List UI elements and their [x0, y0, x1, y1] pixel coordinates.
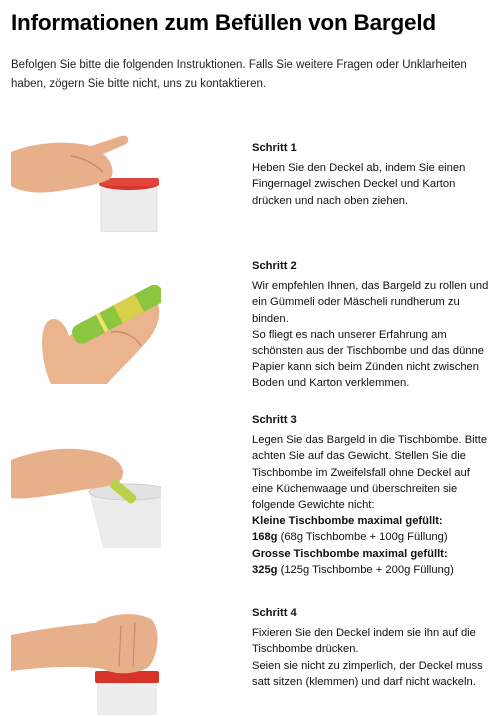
weight-value: 325g — [252, 563, 278, 576]
step-title: Schritt 1 — [252, 142, 297, 154]
step-title: Schritt 4 — [252, 607, 297, 619]
step-paragraph: Heben Sie den Deckel ab, indem Sie einen Fingernagel zwischen Deckel und Karton drücken und nach oben ziehen. — [252, 162, 466, 207]
step-paragraph: Legen Sie das Bargeld in die Tischbombe. Bitte achten Sie auf das Gewicht. Stellen Sie die Tischbombe im Zweifelsfall ohne Deckel auf eine Küchenwaage und überschreiten sie folgende Gewichte nicht: — [252, 434, 488, 512]
hand-inserting-roll-icon — [11, 430, 161, 550]
step-title: Schritt 2 — [252, 260, 297, 272]
weight-detail: (68g Tischbombe + 100g Füllung) — [280, 531, 448, 544]
weight-value: 168g — [252, 531, 278, 544]
step-paragraph: Wir empfehlen Ihnen, das Bargeld zu rollen und ein Gümmeli oder Mäscheli rundherum zu binden. — [252, 280, 489, 325]
step-paragraph: So fliegt es nach unserer Erfahrung am schönsten aus der Tischbombe und das dünne Papier kann sich beim Zünden nicht zwischen Boden und Karton verklemmen. — [252, 328, 484, 390]
weight-heading: Grosse Tischbombe maximal gefüllt: — [252, 547, 448, 560]
step-2 — [252, 258, 494, 392]
weight-detail: (125g Tischbombe + 200g Füllung) — [280, 563, 454, 576]
page-title: Informationen zum Befüllen von Bargeld — [11, 10, 436, 35]
step-1 — [252, 140, 494, 209]
step-4 — [252, 605, 494, 690]
intro-text: Befolgen Sie bitte die folgenden Instruktionen. Falls Sie weitere Fragen oder Unklarheiten haben, zögern Sie bitte nicht, uns zu kontaktieren. — [11, 59, 467, 90]
fist-pressing-lid-icon — [11, 595, 161, 715]
step-paragraph: Fixieren Sie den Deckel indem sie ihn auf die Tischbombe drücken. — [252, 627, 476, 656]
weight-small — [252, 513, 494, 545]
weight-heading: Kleine Tischbombe maximal gefüllt: — [252, 515, 443, 528]
hand-holding-rolled-banknote-icon — [11, 252, 161, 384]
weight-large — [252, 546, 494, 578]
step-paragraph: Seien sie nicht zu zimperlich, der Deckel muss satt sitzen (klemmen) und darf nicht wackeln. — [252, 659, 483, 688]
hand-lifting-lid-icon — [11, 112, 161, 232]
step-3 — [252, 412, 494, 578]
step-title: Schritt 3 — [252, 414, 297, 426]
